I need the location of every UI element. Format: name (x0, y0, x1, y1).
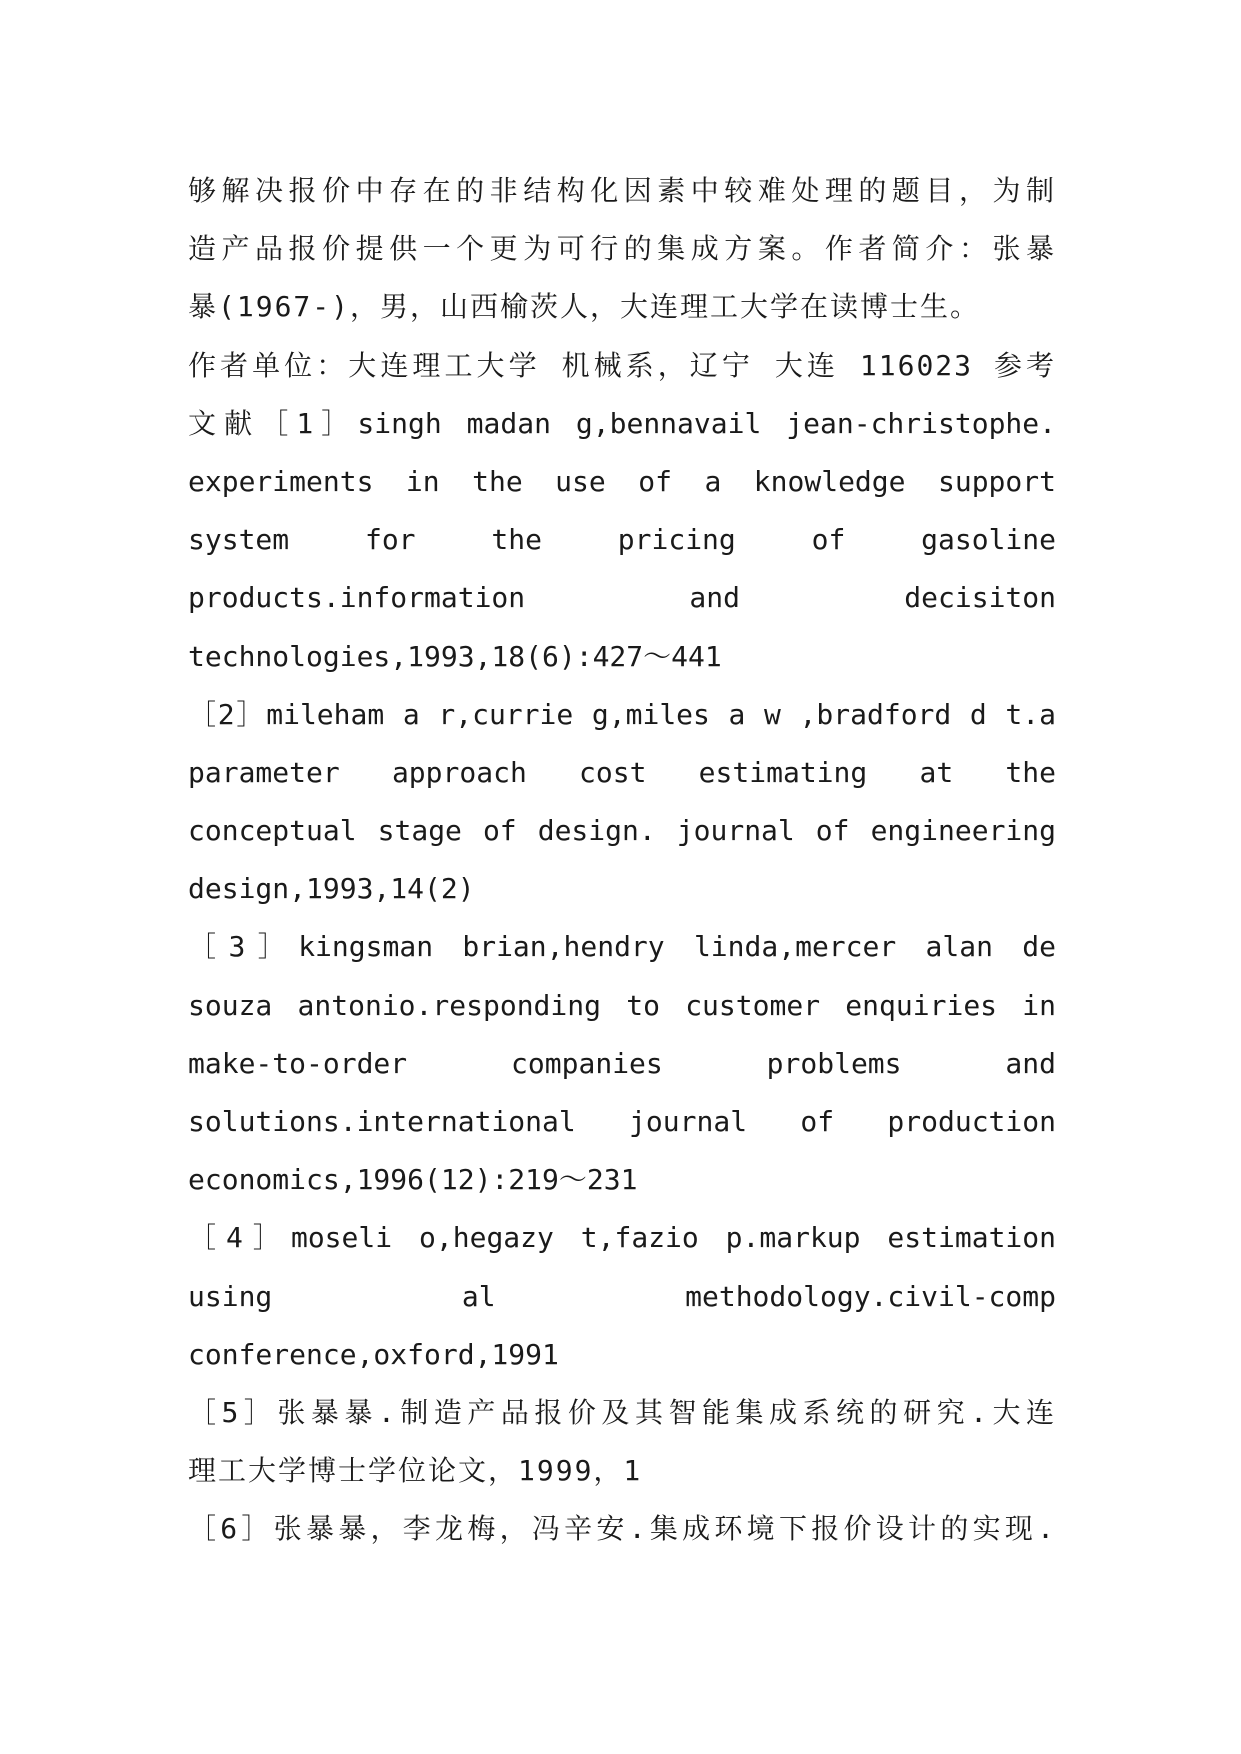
text-line: solutions.international journal of production (188, 1105, 1056, 1138)
text-line: 暴(1967-)，男，山西榆茨人，大连理工大学在读博士生。 (188, 290, 981, 324)
text-line: ［6］张暴暴，李龙梅，冯辛安.集成环境下报价设计的实现. (188, 1512, 1056, 1546)
text-line: 够解决报价中存在的非结构化因素中较难处理的题目，为制 (188, 174, 1056, 207)
text-line: economics,1996(12):219～231 (188, 1163, 638, 1197)
text-line: using al methodology.civil-comp (188, 1279, 1056, 1313)
text-line: conference,oxford,1991 (188, 1337, 559, 1371)
text-line: ［4］moseli o,hegazy t,fazio p.markup estimation (188, 1221, 1056, 1255)
text-line: technologies,1993,18(6):427～441 (188, 639, 722, 673)
text-line: 理工大学博士学位论文，1999，1 (188, 1454, 643, 1488)
text-line: conceptual stage of design. journal of engineering (188, 814, 1056, 848)
text-line: 文献［1］singh madan g,bennavail jean-christophe. (188, 406, 1056, 440)
text-line: design,1993,14(2) (188, 872, 475, 906)
text-line: souza antonio.responding to customer enquiries in (188, 988, 1056, 1022)
text-line: products.information and decisiton (188, 581, 1056, 615)
text-line: parameter approach cost estimating at the (188, 755, 1056, 789)
body-text (188, 162, 1056, 1559)
text-line: ［2］mileham a r,currie g,miles a w ,bradford d t.a (188, 697, 1056, 731)
text-line: system for the pricing of gasoline (188, 523, 1056, 557)
text-line: make-to-order companies problems and (188, 1046, 1056, 1080)
text-line: ［3］kingsman brian,hendry linda,mercer alan de (188, 930, 1056, 964)
text-line: ［5］张暴暴.制造产品报价及其智能集成系统的研究.大连 (188, 1395, 1056, 1429)
text-line: 造产品报价提供一个更为可行的集成方案。作者简介：张暴 (188, 232, 1056, 266)
text-line: experiments in the use of a knowledge support (188, 464, 1056, 498)
text-line: 作者单位：大连理工大学 机械系，辽宁 大连 116023 参考 (188, 348, 1056, 382)
